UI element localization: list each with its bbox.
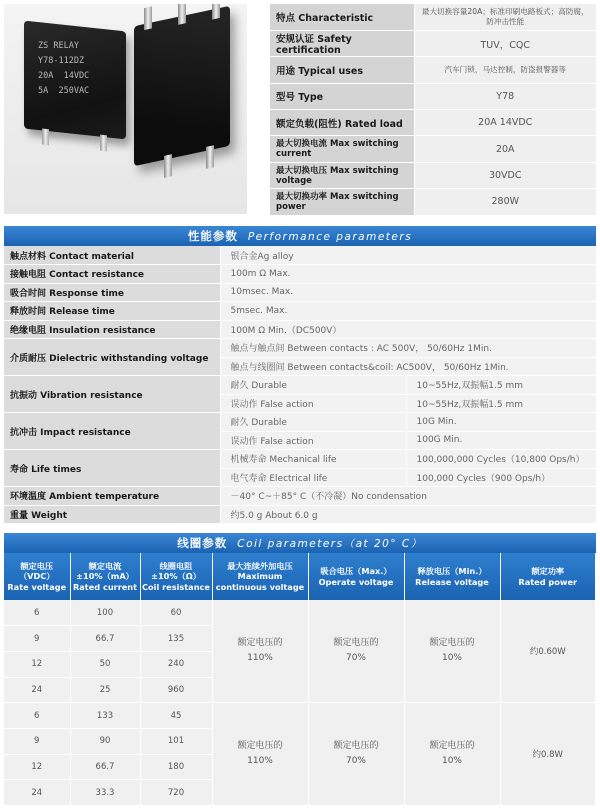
- perf-value: 银合金Ag alloy: [220, 246, 596, 265]
- perf-label: 绝缘电阻 Insulation resistance: [4, 320, 220, 339]
- coil-voltage: 6: [4, 600, 70, 626]
- perf-value: 触点与线圈间 Between contacts&coil: AC500V， 50/60Hz 1Min.: [220, 357, 596, 376]
- coil-voltage: 24: [4, 780, 70, 806]
- relay-pin: [206, 145, 214, 169]
- perf-sublabel: 误动作 False action: [220, 431, 406, 450]
- coil-voltage: 6: [4, 703, 70, 729]
- spec-value: 20A: [414, 136, 596, 162]
- coil-row: [4, 600, 596, 626]
- spec-label: 安规认证 Safety certification: [270, 30, 414, 56]
- coil-current: 133: [70, 703, 140, 729]
- coil-resistance: 60: [140, 600, 212, 626]
- spec-value: 280W: [414, 189, 596, 215]
- perf-value: 100,000 Cycles（900 Ops/h）: [406, 468, 596, 487]
- perf-row: [4, 450, 596, 469]
- coil-resistance: 101: [140, 728, 212, 754]
- spec-row: [270, 4, 596, 30]
- spec-row: [270, 162, 596, 188]
- coil-current: 66.7: [70, 754, 140, 780]
- coil-banner-en: Coil parameters（at 20° C）: [237, 538, 423, 550]
- spec-row: [270, 30, 596, 56]
- relay-pin: [100, 135, 107, 152]
- spec-label: 最大切换电压 Max switching voltage: [270, 162, 414, 188]
- perf-label: 重量 Weight: [4, 505, 220, 524]
- coil-voltage: 12: [4, 754, 70, 780]
- coil-voltage: 24: [4, 677, 70, 703]
- spec-label: 最大切换电流 Max switching current: [270, 136, 414, 162]
- performance-table: [4, 246, 596, 524]
- coil-current: 50: [70, 651, 140, 677]
- coil-max-voltage: 额定电压的 110%: [212, 600, 308, 703]
- spec-label: 最大切换功率 Max switching power: [270, 189, 414, 215]
- coil-resistance: 180: [140, 754, 212, 780]
- coil-operate-voltage: 额定电压的 70%: [308, 600, 404, 703]
- perf-row: [4, 339, 596, 358]
- spec-label: 特点 Characteristic: [270, 4, 414, 30]
- coil-release-voltage: 额定电压的 10%: [404, 600, 500, 703]
- coil-header-operate-voltage: 吸合电压（Max.） Operate voltage: [308, 553, 404, 600]
- coil-header-coil-resistance: 线圈电阻 ±10%（Ω） Coil resistance: [140, 553, 212, 600]
- perf-label: 释放时间 Release time: [4, 302, 220, 321]
- coil-voltage: 12: [4, 651, 70, 677]
- spec-table: [270, 4, 596, 216]
- perf-row: [4, 283, 596, 302]
- coil-rated-power: 约0.8W: [500, 703, 596, 806]
- performance-banner-en: Performance parameters: [247, 231, 413, 243]
- perf-sublabel: 机械寿命 Mechanical life: [220, 450, 406, 469]
- coil-banner: [4, 533, 596, 553]
- coil-header-rated-current: 额定电流 ±10%（mA） Rated current: [70, 553, 140, 600]
- perf-label: 寿命 Life times: [4, 450, 220, 487]
- coil-current: 100: [70, 600, 140, 626]
- perf-label: 介质耐压 Dielectric withstanding voltage: [4, 339, 220, 376]
- relay-pin: [42, 129, 49, 146]
- coil-table: [4, 553, 596, 806]
- coil-operate-voltage: 额定电压的 70%: [308, 703, 404, 806]
- perf-value: 100G Min.: [406, 431, 596, 450]
- perf-label: 环境温度 Ambient temperature: [4, 487, 220, 506]
- spec-value: 汽车门锁，马达控制，防盗报警器等: [414, 57, 596, 83]
- perf-value: 100M Ω Min.（DC500V）: [220, 320, 596, 339]
- perf-label: 触点材料 Contact material: [4, 246, 220, 265]
- relay-pin: [144, 6, 152, 30]
- coil-header-row: [4, 553, 596, 600]
- coil-resistance: 720: [140, 780, 212, 806]
- spec-value: 30VDC: [414, 162, 596, 188]
- perf-value: 10G Min.: [406, 413, 596, 432]
- perf-value: 触点与触点间 Between contacts : AC 500V， 50/60Hz 1Min.: [220, 339, 596, 358]
- perf-sublabel: 耐久 Durable: [220, 413, 406, 432]
- perf-sublabel: 电气寿命 Electrical life: [220, 468, 406, 487]
- coil-release-voltage: 额定电压的 10%: [404, 703, 500, 806]
- perf-label: 吸合时间 Response time: [4, 283, 220, 302]
- spec-row: [270, 57, 596, 83]
- spec-row: [270, 83, 596, 109]
- perf-label: 抗冲击 Impact resistance: [4, 413, 220, 450]
- perf-row: [4, 302, 596, 321]
- coil-row: [4, 703, 596, 729]
- relay-pin: [178, 4, 186, 25]
- coil-voltage: 9: [4, 626, 70, 652]
- relay-front-image: [24, 21, 126, 140]
- spec-row: [270, 189, 596, 215]
- perf-row: [4, 265, 596, 284]
- perf-value: 10~55Hz,双振幅1.5 mm: [406, 394, 596, 413]
- coil-header-rated-power: 额定功率 Rated power: [500, 553, 596, 600]
- perf-sublabel: 误动作 False action: [220, 394, 406, 413]
- coil-banner-cn: 线圈参数: [177, 536, 228, 550]
- perf-value: 10msec. Max.: [220, 283, 596, 302]
- spec-row: [270, 110, 596, 136]
- spec-label: 型号 Type: [270, 83, 414, 109]
- relay-back-image: [134, 6, 230, 166]
- perf-value: 约5.0 g About 6.0 g: [220, 505, 596, 524]
- perf-row: [4, 376, 596, 395]
- perf-row: [4, 246, 596, 265]
- coil-rated-power: 约0.60W: [500, 600, 596, 703]
- coil-header-release-voltage: 释放电压（Min.） Release voltage: [404, 553, 500, 600]
- coil-header-max-voltage: 最大连续外加电压 Maximum continuous voltage: [212, 553, 308, 600]
- coil-voltage: 9: [4, 728, 70, 754]
- coil-resistance: 240: [140, 651, 212, 677]
- product-photo: [4, 4, 247, 214]
- spec-value: 最大切换容量20A；标准印刷电路板式；高防腐，防冲击性能: [414, 4, 596, 30]
- performance-banner: [4, 226, 596, 246]
- perf-value: 5msec. Max.: [220, 302, 596, 321]
- spec-label: 额定负载(阻性) Rated load: [270, 110, 414, 136]
- perf-row: [4, 413, 596, 432]
- perf-value: 10~55Hz,双振幅1.5 mm: [406, 376, 596, 395]
- spec-row: [270, 136, 596, 162]
- perf-label: 抗振动 Vibration resistance: [4, 376, 220, 413]
- spec-label: 用途 Typical uses: [270, 57, 414, 83]
- relay-pin: [164, 154, 172, 178]
- perf-sublabel: 耐久 Durable: [220, 376, 406, 395]
- coil-current: 90: [70, 728, 140, 754]
- perf-row: [4, 505, 596, 524]
- perf-value: 100m Ω Max.: [220, 265, 596, 284]
- spec-value: 20A 14VDC: [414, 110, 596, 136]
- relay-pin: [212, 4, 220, 20]
- coil-current: 25: [70, 677, 140, 703]
- performance-banner-cn: 性能参数: [187, 229, 238, 243]
- spec-value: TUV，CQC: [414, 30, 596, 56]
- coil-max-voltage: 额定电压的 110%: [212, 703, 308, 806]
- perf-value: 100,000,000 Cycles（10,800 Ops/h）: [406, 450, 596, 469]
- coil-current: 33.3: [70, 780, 140, 806]
- spec-value: Y78: [414, 83, 596, 109]
- coil-current: 66.7: [70, 626, 140, 652]
- perf-value: －40° C~＋85° C（不冷凝）No condensation: [220, 487, 596, 506]
- coil-header-rate-voltage: 额定电压 （VDC） Rate voltage: [4, 553, 70, 600]
- relay-marking: ZS RELAY Y78-112DZ 20A 14VDC 5A 250VAC: [38, 40, 90, 96]
- perf-row: [4, 320, 596, 339]
- coil-resistance: 960: [140, 677, 212, 703]
- coil-resistance: 135: [140, 626, 212, 652]
- perf-label: 接触电阻 Contact resistance: [4, 265, 220, 284]
- coil-resistance: 45: [140, 703, 212, 729]
- perf-row: [4, 487, 596, 506]
